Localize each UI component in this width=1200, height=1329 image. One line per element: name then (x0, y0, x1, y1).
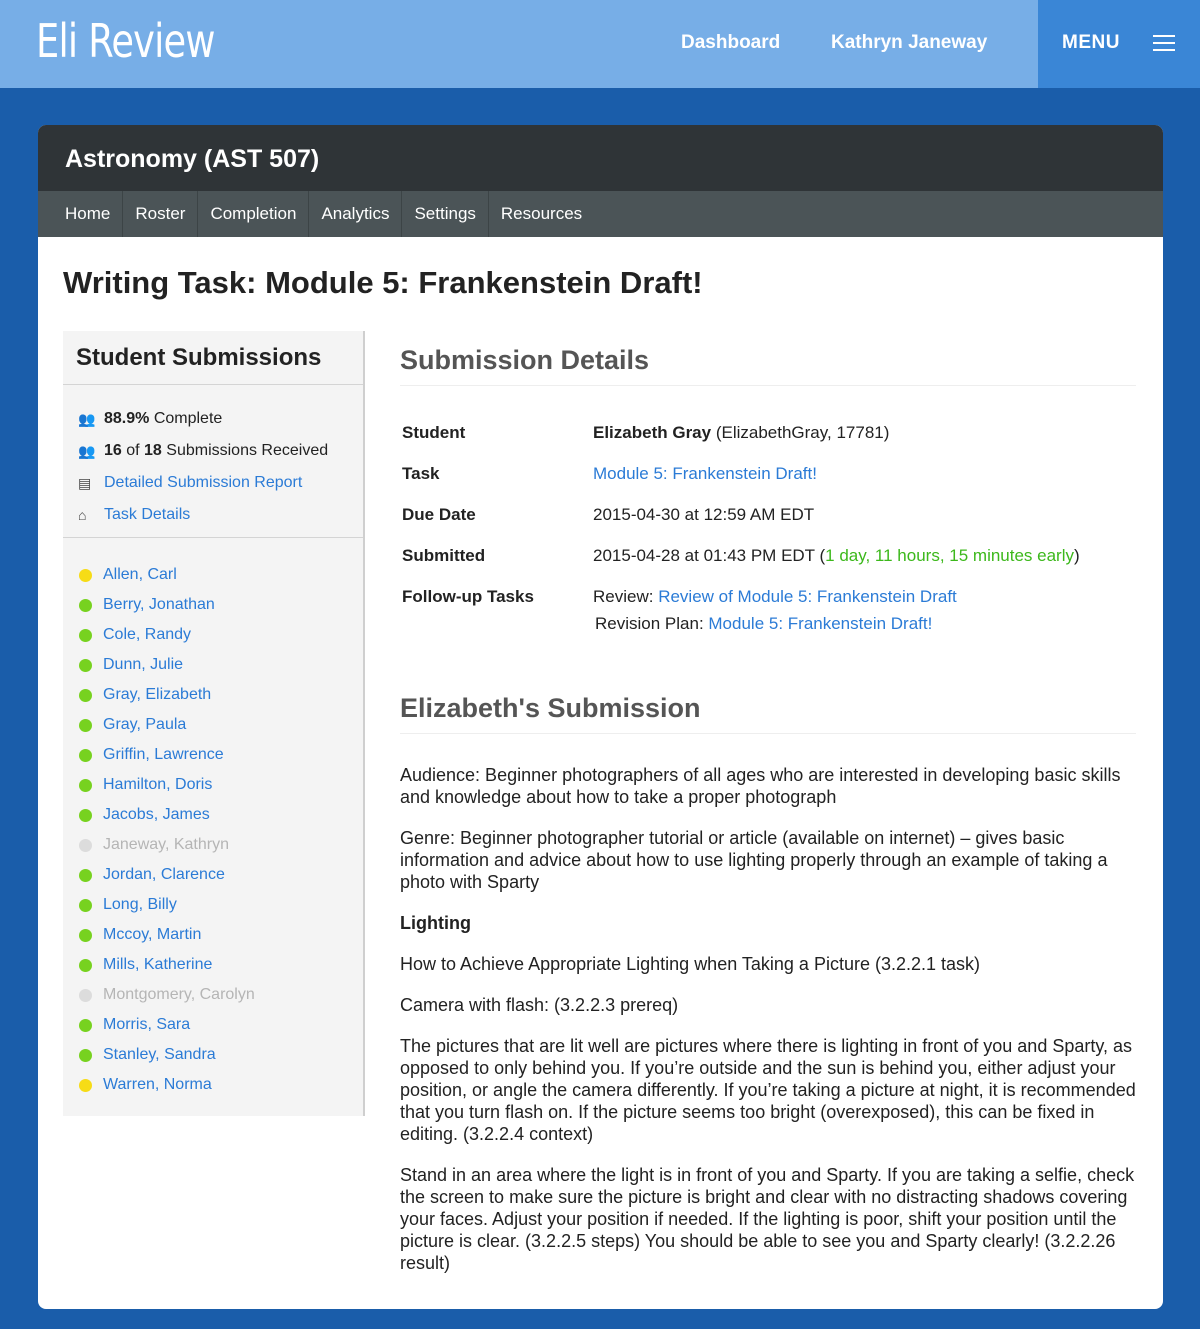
student-link[interactable]: Hamilton, Doris (103, 776, 213, 793)
status-dot-icon (79, 749, 92, 762)
student-link[interactable]: Mccoy, Martin (103, 926, 202, 943)
task-item (78, 499, 363, 531)
status-dot-icon (79, 989, 92, 1002)
student-list-item (63, 980, 363, 1010)
top-bar (0, 0, 1200, 88)
student-link[interactable]: Long, Billy (103, 896, 177, 913)
paragraph: Genre: Beginner photographer tutorial or article (available on internet) – gives basic information and advice about how to use lighting properly through an example of taking a photo with Sparty (400, 828, 1108, 892)
student-list-item (63, 920, 363, 950)
hamburger-icon (1153, 35, 1175, 51)
page-title: Writing Task: Module 5: Frankenstein Draft! (63, 265, 703, 300)
student-list-item (63, 800, 363, 830)
student-link[interactable]: Dunn, Julie (103, 656, 184, 673)
status-dot-icon (79, 689, 92, 702)
student-list-item (63, 1070, 363, 1100)
revision-row: Revision Plan: Module 5: Frankenstein Draft! (595, 614, 933, 633)
student-row: Student Elizabeth Gray (ElizabethGray, 17781) (402, 423, 890, 442)
student-list-item (63, 680, 363, 710)
student-link[interactable]: Cole, Randy (103, 626, 192, 643)
eli-review-logo[interactable]: Eli Review (36, 14, 215, 68)
completion-stat: 👥 88.9% Complete (78, 410, 223, 427)
student-list-item (63, 890, 363, 920)
early-indicator: 1 day, 11 hours, 15 minutes early (825, 546, 1074, 565)
student-name: Elizabeth Gray (593, 423, 712, 442)
users-icon: 👥 (78, 410, 96, 427)
panel-title: Student Submissions (63, 331, 363, 385)
paragraph-heading: Lighting (400, 913, 471, 933)
student-list-item (63, 620, 363, 650)
due-date-row: Due Date 2015-04-30 at 12:59 AM EDT (400, 494, 1136, 535)
details-table (400, 412, 1136, 637)
student-list-item (63, 860, 363, 890)
paragraph: Stand in an area where the light is in front of you and Sparty. If you are taking a selfie, check the screen to make sure the picture is bright and clear with no distracting shadows covering your faces. Adjust your position if needed. If the lighting is poor, shift your position until the picture is clear. (3.2.2.5 steps) You should be able to see you and Sparty clearly! (3.2.2.26 result) (400, 1165, 1135, 1273)
status-dot-icon (79, 1019, 92, 1032)
users-icon: 👥 (78, 442, 96, 459)
paragraph: The pictures that are lit well are pictures where there is lighting in front of you and Sparty, as opposed to only behind you. If you’re outside and the sun is behind you, either adjust your position, or angle the camera differently. If you’re taking a picture at night, it is recommended that you turn flash on. If the picture seems too bright (overexposed), this can be fixed in editing. (3.2.2.4 context) (400, 1036, 1136, 1144)
status-dot-icon (79, 959, 92, 972)
tab-roster[interactable]: Roster (123, 191, 198, 237)
status-dot-icon (79, 839, 92, 852)
student-list-item (63, 770, 363, 800)
submitted-row: Submitted 2015-04-28 at 01:43 PM EDT (1 day, 11 hours, 15 minutes early) (402, 546, 1080, 565)
list-icon: ▤ (78, 474, 92, 491)
student-link[interactable]: Jordan, Clarence (103, 866, 225, 883)
submission-details-heading: Submission Details (400, 331, 1136, 386)
student-link[interactable]: Mills, Katherine (103, 956, 213, 973)
submission-text (400, 734, 1136, 1274)
student-list-item (63, 560, 363, 590)
task-details-link[interactable]: Task Details (104, 506, 191, 523)
student-list-item (63, 830, 363, 860)
student-link[interactable]: Stanley, Sandra (103, 1046, 216, 1063)
tab-home[interactable]: Home (53, 191, 123, 237)
student-link[interactable]: Warren, Norma (103, 1076, 212, 1093)
student-link[interactable]: Gray, Elizabeth (103, 686, 212, 703)
student-link[interactable]: Jacobs, James (103, 806, 210, 823)
student-list-item (63, 590, 363, 620)
menu-button[interactable] (1038, 0, 1200, 88)
status-dot-icon (79, 1079, 92, 1092)
status-dot-icon (79, 869, 92, 882)
student-list (63, 538, 363, 1100)
paragraph: Camera with flash: (3.2.2.3 prereq) (400, 995, 679, 1015)
status-dot-icon (79, 719, 92, 732)
student-list-item (63, 650, 363, 680)
dashboard-link[interactable]: Dashboard (681, 32, 781, 53)
student-link[interactable]: Berry, Jonathan (103, 596, 215, 613)
student-link[interactable]: Griffin, Lawrence (103, 746, 224, 763)
task-row: Task Module 5: Frankenstein Draft! (402, 464, 817, 483)
status-dot-icon (79, 809, 92, 822)
revision-plan-link[interactable]: Module 5: Frankenstein Draft! (708, 614, 933, 633)
task-link[interactable]: Module 5: Frankenstein Draft! (593, 464, 817, 483)
status-dot-icon (79, 659, 92, 672)
due-date-value: 2015-04-30 at 12:59 AM EDT (593, 505, 815, 524)
status-dot-icon (79, 1049, 92, 1062)
paragraph: How to Achieve Appropriate Lighting when Taking a Picture (3.2.2.1 task) (400, 954, 981, 974)
user-link[interactable]: Kathryn Janeway (831, 32, 988, 53)
student-list-item (63, 740, 363, 770)
menu-label: MENU (1062, 32, 1120, 53)
course-card (38, 125, 1163, 1309)
report-item (78, 467, 363, 499)
student-link[interactable]: Janeway, Kathryn (103, 836, 229, 853)
tab-resources[interactable]: Resources (500, 204, 583, 223)
tab-analytics[interactable]: Analytics (309, 191, 402, 237)
course-nav (38, 191, 1163, 237)
paragraph: Audience: Beginner photographers of all ages who are interested in developing basic skills and knowledge about how to take a proper photograph (400, 765, 1121, 807)
course-title: Astronomy (AST 507) (38, 125, 1163, 191)
student-list-item (63, 950, 363, 980)
student-link[interactable]: Montgomery, Carolyn (103, 986, 255, 1003)
student-list-item (63, 710, 363, 740)
student-link[interactable]: Morris, Sara (103, 1016, 191, 1033)
status-dot-icon (79, 599, 92, 612)
status-dot-icon (79, 629, 92, 642)
review-task-link[interactable]: Review of Module 5: Frankenstein Draft (658, 587, 957, 606)
status-dot-icon (79, 569, 92, 582)
student-list-item (63, 1010, 363, 1040)
tab-settings[interactable]: Settings (402, 191, 488, 237)
student-list-item (63, 1040, 363, 1070)
student-link[interactable]: Allen, Carl (103, 566, 177, 583)
student-submissions-panel (63, 331, 365, 1116)
followup-row: Follow-up Tasks Review: Review of Module 5: Frankenstein Draft (402, 587, 957, 606)
detailed-report-link[interactable]: Detailed Submission Report (104, 474, 303, 491)
submission-heading: Elizabeth's Submission (400, 679, 1136, 734)
received-stat: 👥 16 of 18 Submissions Received (78, 442, 329, 459)
main-content (400, 331, 1136, 1293)
status-dot-icon (79, 929, 92, 942)
tab-completion[interactable]: Completion (198, 191, 309, 237)
student-link[interactable]: Gray, Paula (103, 716, 187, 733)
home-icon: ⌂ (78, 507, 87, 523)
status-dot-icon (79, 899, 92, 912)
student-id: (ElizabethGray, 17781) (711, 423, 890, 442)
status-dot-icon (79, 779, 92, 792)
submission-stats (63, 385, 363, 538)
